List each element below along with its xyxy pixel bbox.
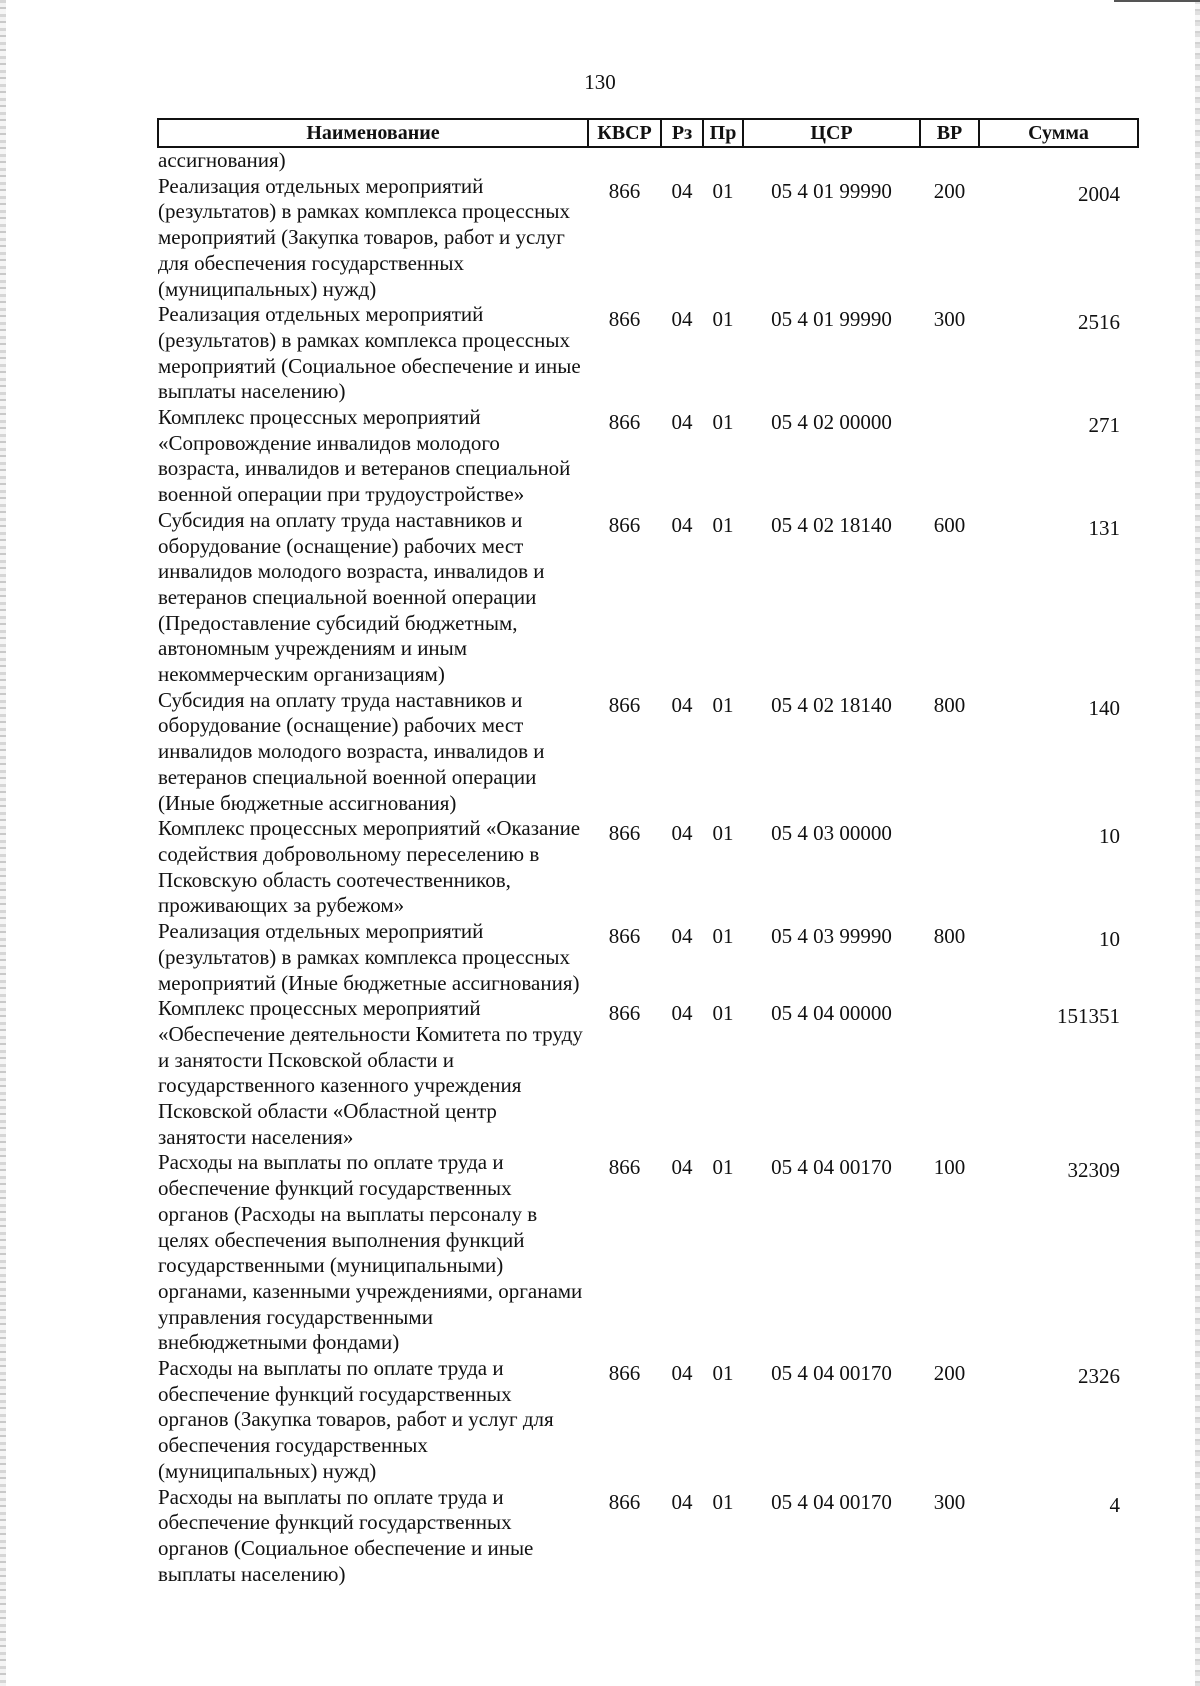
scan-edge-left	[0, 0, 6, 1686]
row-amount: 140	[1088, 695, 1120, 720]
row-pr: 01	[712, 924, 734, 949]
row-amount: 2326	[1078, 1364, 1120, 1389]
row-vr: 200	[933, 178, 966, 203]
row-kvsr: 866	[608, 924, 641, 949]
row-csr: 05 4 02 18140	[771, 692, 892, 717]
header-rz: Рз	[661, 119, 703, 147]
row-kvsr: 866	[608, 307, 641, 332]
top-rule	[1114, 0, 1200, 2]
table-body	[158, 147, 1138, 1587]
row-amount: 2004	[1078, 181, 1120, 206]
row-csr: 05 4 01 99990	[771, 307, 892, 332]
row-kvsr: 866	[608, 692, 641, 717]
row-amount: 131	[1088, 515, 1120, 540]
row-vr	[920, 405, 979, 508]
row-amount: 151351	[1057, 1004, 1120, 1029]
row-rz: 04	[671, 1489, 693, 1514]
row-vr: 100	[933, 1155, 966, 1180]
row-vr	[920, 816, 979, 919]
row-csr: 05 4 03 99990	[771, 924, 892, 949]
row-pr: 01	[712, 1361, 734, 1386]
row-amount: 4	[1109, 1492, 1120, 1517]
row-name: Расходы на выплаты по оплате труда и обеспечение функций государственных органов (Расходы на выплаты персоналу в целях обеспечения выполнения функций государственными (муниципальными) органами, казенными учреждениями, органами управления государственными внебюджетными фондами)	[158, 1150, 583, 1355]
table-row	[158, 302, 1138, 405]
row-name: Реализация отдельных мероприятий (результатов) в рамках комплекса процессных мероприятий (Закупка товаров, работ и услуг для обеспечения государственных (муниципальных) нужд)	[158, 173, 570, 301]
row-kvsr: 866	[608, 1001, 641, 1026]
row-vr	[920, 996, 979, 1150]
page-number: 130	[584, 70, 616, 94]
header-csr: ЦСР	[743, 119, 920, 147]
row-name: Расходы на выплаты по оплате труда и обеспечение функций государственных органов (Закупка товаров, работ и услуг для обеспечения государственных (муниципальных) нужд)	[158, 1356, 554, 1483]
row-kvsr: 866	[608, 410, 641, 435]
row-csr: 05 4 01 99990	[771, 178, 892, 203]
table-row	[158, 996, 1138, 1150]
row-amount: 32309	[1067, 1158, 1120, 1183]
row-vr: 300	[933, 1489, 966, 1514]
row-kvsr: 866	[608, 512, 641, 537]
row-vr: 200	[933, 1361, 966, 1386]
row-kvsr: 866	[608, 1155, 641, 1180]
table-row	[158, 1485, 1138, 1588]
table-row	[158, 405, 1138, 508]
row-vr: 300	[933, 307, 966, 332]
row-vr: 600	[933, 512, 966, 537]
row-pr: 01	[712, 692, 734, 717]
row-pr: 01	[712, 1001, 734, 1026]
row-amount: 10	[1099, 824, 1120, 849]
header-amount: Сумма	[979, 119, 1138, 147]
row-rz: 04	[671, 307, 693, 332]
row-rz: 04	[671, 410, 693, 435]
row-name: Комплекс процессных мероприятий «Оказание содействия добровольному переселению в Псковскую область соотечественников, проживающих за рубежом»	[158, 816, 581, 918]
row-csr: 05 4 04 00000	[771, 1001, 892, 1026]
row-csr: 05 4 02 18140	[771, 512, 892, 537]
continuation-text: ассигнования)	[158, 148, 286, 172]
row-pr: 01	[712, 178, 734, 203]
header-name: Наименование	[158, 119, 588, 147]
row-name: Реализация отдельных мероприятий (результатов) в рамках комплекса процессных мероприятий (Иные бюджетные ассигнования)	[158, 919, 580, 995]
row-pr: 01	[712, 821, 734, 846]
row-name: Комплекс процессных мероприятий «Сопровождение инвалидов молодого возраста, инвалидов и ветеранов специальной военной операции при трудоустройстве»	[158, 405, 571, 507]
continuation-row	[158, 147, 1138, 174]
row-csr: 05 4 03 00000	[771, 821, 892, 846]
row-rz: 04	[671, 1361, 693, 1386]
row-name: Субсидия на оплату труда наставников и оборудование (оснащение) рабочих мест инвалидов молодого возраста, инвалидов и ветеранов специальной военной операции (Иные бюджетные ассигнования)	[158, 687, 545, 815]
row-amount: 2516	[1078, 310, 1120, 335]
row-csr: 05 4 02 00000	[771, 410, 892, 435]
row-amount: 271	[1088, 413, 1120, 438]
scan-edge-right	[1195, 0, 1200, 1686]
row-kvsr: 866	[608, 1361, 641, 1386]
row-vr: 800	[933, 924, 966, 949]
row-pr: 01	[712, 1489, 734, 1514]
row-vr: 800	[933, 692, 966, 717]
table-row	[158, 1356, 1138, 1485]
table-row	[158, 1150, 1138, 1356]
row-rz: 04	[671, 178, 693, 203]
row-pr: 01	[712, 1155, 734, 1180]
row-pr: 01	[712, 410, 734, 435]
row-rz: 04	[671, 1001, 693, 1026]
row-name: Комплекс процессных мероприятий «Обеспечение деятельности Комитета по труду и занятости Псковской области и государственного казенного учреждения Псковской области «Областной центр занятости населения»	[158, 996, 583, 1149]
row-rz: 04	[671, 692, 693, 717]
row-kvsr: 866	[608, 178, 641, 203]
row-pr: 01	[712, 512, 734, 537]
table-row	[158, 174, 1138, 303]
header-pr: Пр	[703, 119, 743, 147]
table-row	[158, 919, 1138, 996]
table-row	[158, 816, 1138, 919]
row-rz: 04	[671, 1155, 693, 1180]
row-rz: 04	[671, 821, 693, 846]
row-csr: 05 4 04 00170	[771, 1361, 892, 1386]
row-kvsr: 866	[608, 821, 641, 846]
row-name: Расходы на выплаты по оплате труда и обеспечение функций государственных органов (Социальное обеспечение и иные выплаты населению)	[158, 1484, 534, 1586]
row-rz: 04	[671, 924, 693, 949]
row-name: Субсидия на оплату труда наставников и оборудование (оснащение) рабочих мест инвалидов молодого возраста, инвалидов и ветеранов специальной военной операции (Предоставление субсидий бюджетным, автономным учреждениям и иным некоммерческим организациям)	[158, 507, 545, 687]
row-csr: 05 4 04 00170	[771, 1155, 892, 1180]
budget-table	[157, 118, 1139, 1587]
row-kvsr: 866	[608, 1489, 641, 1514]
table-header	[158, 119, 1138, 147]
row-name: Реализация отдельных мероприятий (результатов) в рамках комплекса процессных мероприятий (Социальное обеспечение и иные выплаты населению)	[158, 302, 581, 404]
table-row	[158, 688, 1138, 817]
row-pr: 01	[712, 307, 734, 332]
header-kvsr: КВСР	[588, 119, 661, 147]
table-row	[158, 508, 1138, 688]
row-amount: 10	[1099, 927, 1120, 952]
row-rz: 04	[671, 512, 693, 537]
row-csr: 05 4 04 00170	[771, 1489, 892, 1514]
header-vr: ВР	[920, 119, 979, 147]
